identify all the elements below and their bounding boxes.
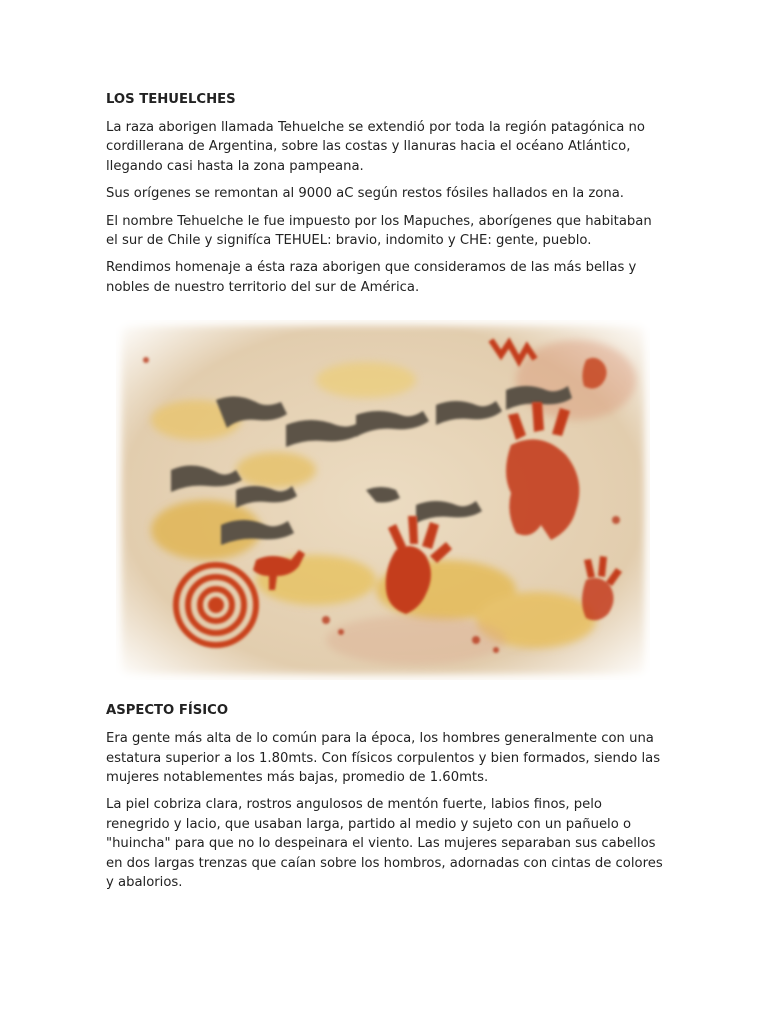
paragraph: Sus orígenes se remontan al 9000 aC según restos fósiles hallados en la zona. <box>106 186 624 202</box>
concentric-spiral <box>176 565 256 645</box>
paragraph: Rendimos homenaje a ésta raza aborigen que consideramos de las más bellas y nobles de nuestro territorio del sur de América. <box>106 260 637 295</box>
section-aspecto-fisico <box>106 701 666 892</box>
paragraph: La piel cobriza clara, rostros angulosos de mentón fuerte, labios finos, pelo renegrido y lacio, que usaban larga, partido al medio y sujeto con un pañuelo o "huincha" para que no lo despeinara el viento. Las mujeres separaban sus cabellos en dos largas trenzas que caían sobre los hombros, adornadas con cintas de colores y abalorios. <box>106 797 663 891</box>
cave-painting-image <box>116 320 650 680</box>
paragraph: El nombre Tehuelche le fue impuesto por los Mapuches, aborígenes que habitaban el sur de Chile y signifíca TEHUEL: bravio, indomito y CHE: gente, pueblo. <box>106 213 652 249</box>
section-title-aspecto-fisico: ASPECTO FÍSICO <box>106 703 229 719</box>
section-title-tehuelches: LOS TEHUELCHES <box>106 92 236 107</box>
paragraph: Era gente más alta de lo común para la época, los hombres generalmente con una estatura superior a los 1.80mts. Con físicos corpulentos y bien formados, siendo las mujeres notablementes más bajas, promedio de 1.60mts. <box>106 731 661 786</box>
document-page <box>106 90 666 901</box>
cave-painting-illustration <box>116 320 650 680</box>
paragraph: La raza aborigen llamada Tehuelche se extendió por toda la región patagónica no cordillerana de Argentina, sobre las costas y llanuras hacia el océano Atlántico, llegando casi hasta la zona pampeana. <box>106 120 645 174</box>
